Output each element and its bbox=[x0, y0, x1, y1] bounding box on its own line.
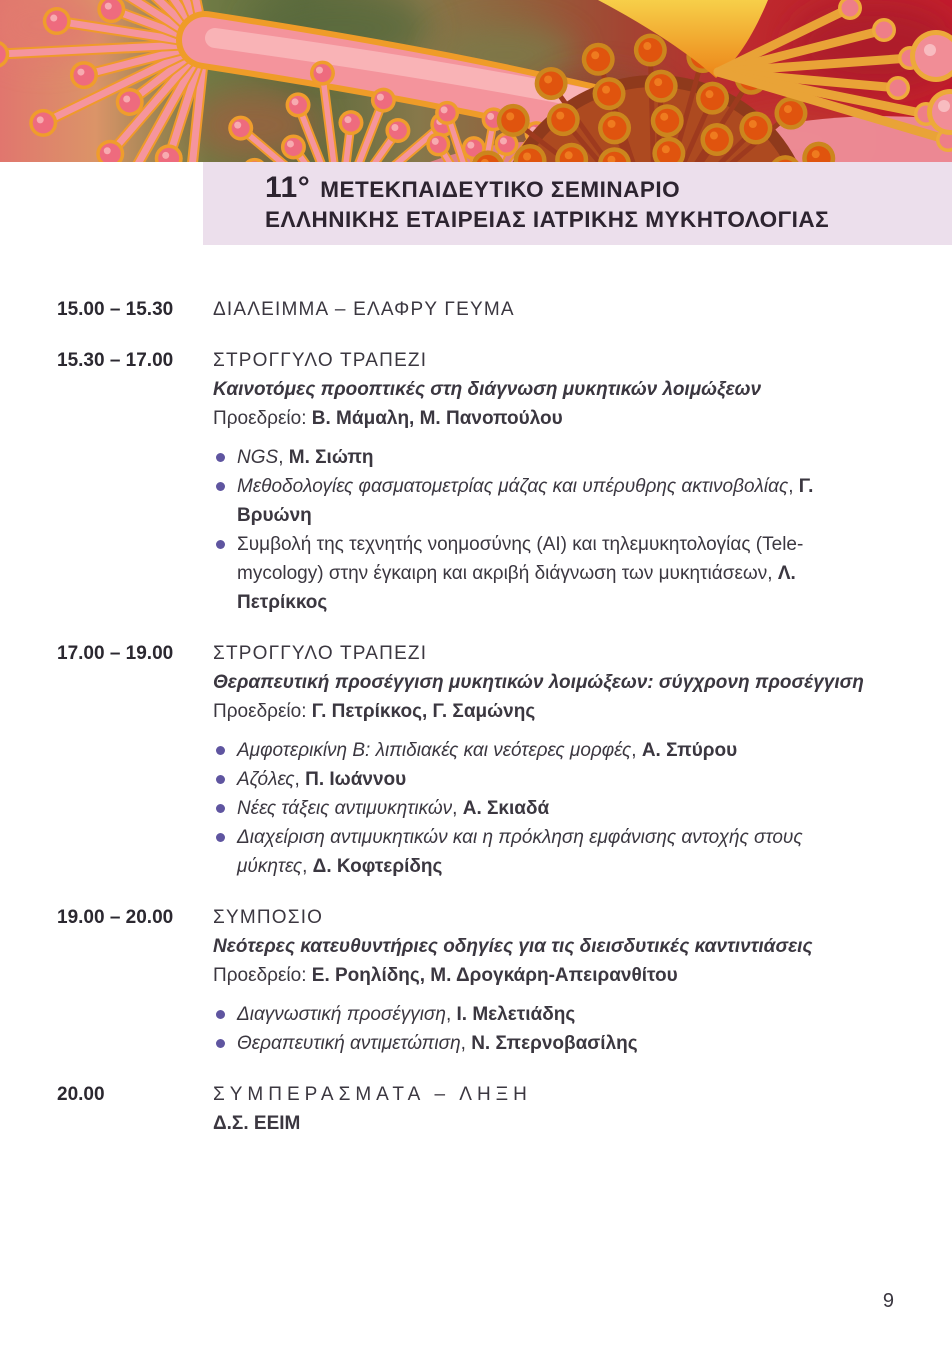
talk-item bbox=[213, 794, 873, 823]
talk-list bbox=[213, 736, 873, 881]
session-type: ΔΙΑΛΕΙΜΜΑ – ΕΛΑΦΡΥ ΓΕΥΜΑ bbox=[213, 299, 515, 320]
bullet-icon bbox=[216, 453, 225, 462]
session-chairs bbox=[213, 961, 873, 990]
schedule bbox=[0, 162, 952, 1138]
session-content bbox=[213, 346, 873, 617]
session-time: 17.00 – 19.00 bbox=[57, 643, 174, 664]
talk-item bbox=[213, 823, 873, 881]
talk-speaker: Ν. Σπερνοβασίλης bbox=[471, 1033, 638, 1054]
seminar-title: ΜΕΤΕΚΠΑΙΔΕΥΤΙΚΟ ΣΕΜΙΝΑΡΙΟ bbox=[320, 177, 681, 202]
fungus-illustration bbox=[0, 0, 952, 162]
schedule-section bbox=[57, 295, 952, 324]
talk-text: Διαγνωστική προσέγγιση, Ι. Μελετιάδης bbox=[237, 1004, 576, 1025]
schedule-section bbox=[57, 639, 952, 881]
bullet-icon bbox=[216, 746, 225, 755]
session-chairs bbox=[213, 404, 873, 433]
session-time: 20.00 bbox=[57, 1084, 105, 1105]
chairs-names: Β. Μάμαλη, Μ. Πανοπούλου bbox=[311, 408, 563, 429]
seminar-banner bbox=[203, 162, 952, 245]
schedule-section bbox=[57, 1080, 952, 1138]
schedule-section bbox=[57, 903, 952, 1058]
page-number: 9 bbox=[882, 1290, 894, 1312]
chairs-label: Προεδρείο: bbox=[213, 408, 312, 429]
session-chairs bbox=[213, 697, 873, 726]
talk-text: Μεθοδολογίες φασματομετρίας μάζας και υπέρυθρης ακτινοβολίας, Γ. Βρυώνη bbox=[237, 476, 814, 526]
session-time: 15.00 – 15.30 bbox=[57, 299, 174, 320]
seminar-number: 11° bbox=[265, 171, 311, 204]
schedule-section bbox=[57, 346, 952, 617]
bullet-icon bbox=[216, 833, 225, 842]
session-time: 19.00 – 20.00 bbox=[57, 907, 174, 928]
talk-item bbox=[213, 443, 873, 472]
talk-speaker: Ι. Μελετιάδης bbox=[456, 1004, 576, 1025]
banner-title-line1 bbox=[265, 173, 952, 205]
talk-list bbox=[213, 1000, 873, 1058]
talk-item bbox=[213, 530, 873, 617]
session-type: ΣΤΡΟΓΓΥΛΟ ΤΡΑΠΕΖΙ bbox=[213, 350, 428, 371]
talk-speaker: Α. Σκιαδά bbox=[462, 798, 550, 819]
talk-item bbox=[213, 765, 873, 794]
talk-text: NGS, Μ. Σιώπη bbox=[237, 447, 374, 468]
seminar-subtitle: ΕΛΛΗΝΙΚΗΣ ΕΤΑΙΡΕΙΑΣ ΙΑΤΡΙΚΗΣ ΜΥΚΗΤΟΛΟΓΙΑΣ bbox=[265, 207, 830, 232]
talk-text: Συμβολή της τεχνητής νοημοσύνης (AI) και τηλεμυκητολογίας (Tele-mycology) στην έγκαιρη και ακριβή διάγνωση των μυκητιάσεων, Λ. Πετρίκκος bbox=[237, 534, 804, 613]
bullet-icon bbox=[216, 775, 225, 784]
talk-speaker: Λ. Πετρίκκος bbox=[237, 563, 796, 613]
session-time: 15.30 – 17.00 bbox=[57, 350, 174, 371]
bullet-icon bbox=[216, 804, 225, 813]
talk-text: Νέες τάξεις αντιμυκητικών, Α. Σκιαδά bbox=[237, 798, 550, 819]
talk-text: Αζόλες, Π. Ιωάννου bbox=[237, 769, 407, 790]
session-title: Νεότερες κατευθυντήριες οδηγίες για τις διεισδυτικές καντιντιάσεις bbox=[213, 936, 813, 957]
bullet-icon bbox=[216, 1039, 225, 1048]
talk-item bbox=[213, 472, 873, 530]
talk-list bbox=[213, 443, 873, 617]
talk-text: Διαχείριση αντιμυκητικών και η πρόκληση εμφάνισης αντοχής στους μύκητες, Δ. Κοφτερίδης bbox=[237, 827, 803, 877]
chairs-names: Γ. Πετρίκκος, Γ. Σαμώνης bbox=[311, 701, 536, 722]
bullet-icon bbox=[216, 540, 225, 549]
session-content bbox=[213, 903, 873, 1058]
talk-text: Θεραπευτική αντιμετώπιση, Ν. Σπερνοβασίλης bbox=[237, 1033, 638, 1054]
bullet-icon bbox=[216, 482, 225, 491]
session-content bbox=[213, 295, 873, 324]
talk-speaker: Γ. Βρυώνη bbox=[237, 476, 814, 526]
talk-text: Αμφοτερικίνη Β: λιπιδιακές και νεότερες μορφές, Α. Σπύρου bbox=[237, 740, 738, 761]
session-footer: Δ.Σ. ΕΕΙΜ bbox=[213, 1113, 301, 1134]
talk-speaker: Δ. Κοφτερίδης bbox=[312, 856, 443, 877]
talk-speaker: Α. Σπύρου bbox=[641, 740, 738, 761]
talk-item bbox=[213, 1029, 873, 1058]
talk-speaker: Π. Ιωάννου bbox=[305, 769, 407, 790]
session-content bbox=[213, 1080, 873, 1138]
chairs-label: Προεδρείο: bbox=[213, 965, 312, 986]
chairs-label: Προεδρείο: bbox=[213, 701, 312, 722]
session-content bbox=[213, 639, 873, 881]
chairs-names: Ε. Ροηλίδης, Μ. Δρογκάρη-Απειρανθίτου bbox=[311, 965, 678, 986]
bullet-icon bbox=[216, 1010, 225, 1019]
talk-item bbox=[213, 736, 873, 765]
session-type: ΣΥΜΠΟΣΙΟ bbox=[213, 907, 324, 928]
session-type: ΣΤΡΟΓΓΥΛΟ ΤΡΑΠΕΖΙ bbox=[213, 643, 428, 664]
header-image bbox=[0, 0, 952, 162]
session-title: Καινοτόμες προοπτικές στη διάγνωση μυκητικών λοιμώξεων bbox=[213, 379, 762, 400]
talk-item bbox=[213, 1000, 873, 1029]
talk-speaker: Μ. Σιώπη bbox=[288, 447, 374, 468]
session-type: ΣΥΜΠΕΡΑΣΜΑΤΑ – ΛΗΞΗ bbox=[213, 1084, 532, 1105]
session-title: Θεραπευτική προσέγγιση μυκητικών λοιμώξεων: σύγχρονη προσέγγιση bbox=[213, 672, 864, 693]
